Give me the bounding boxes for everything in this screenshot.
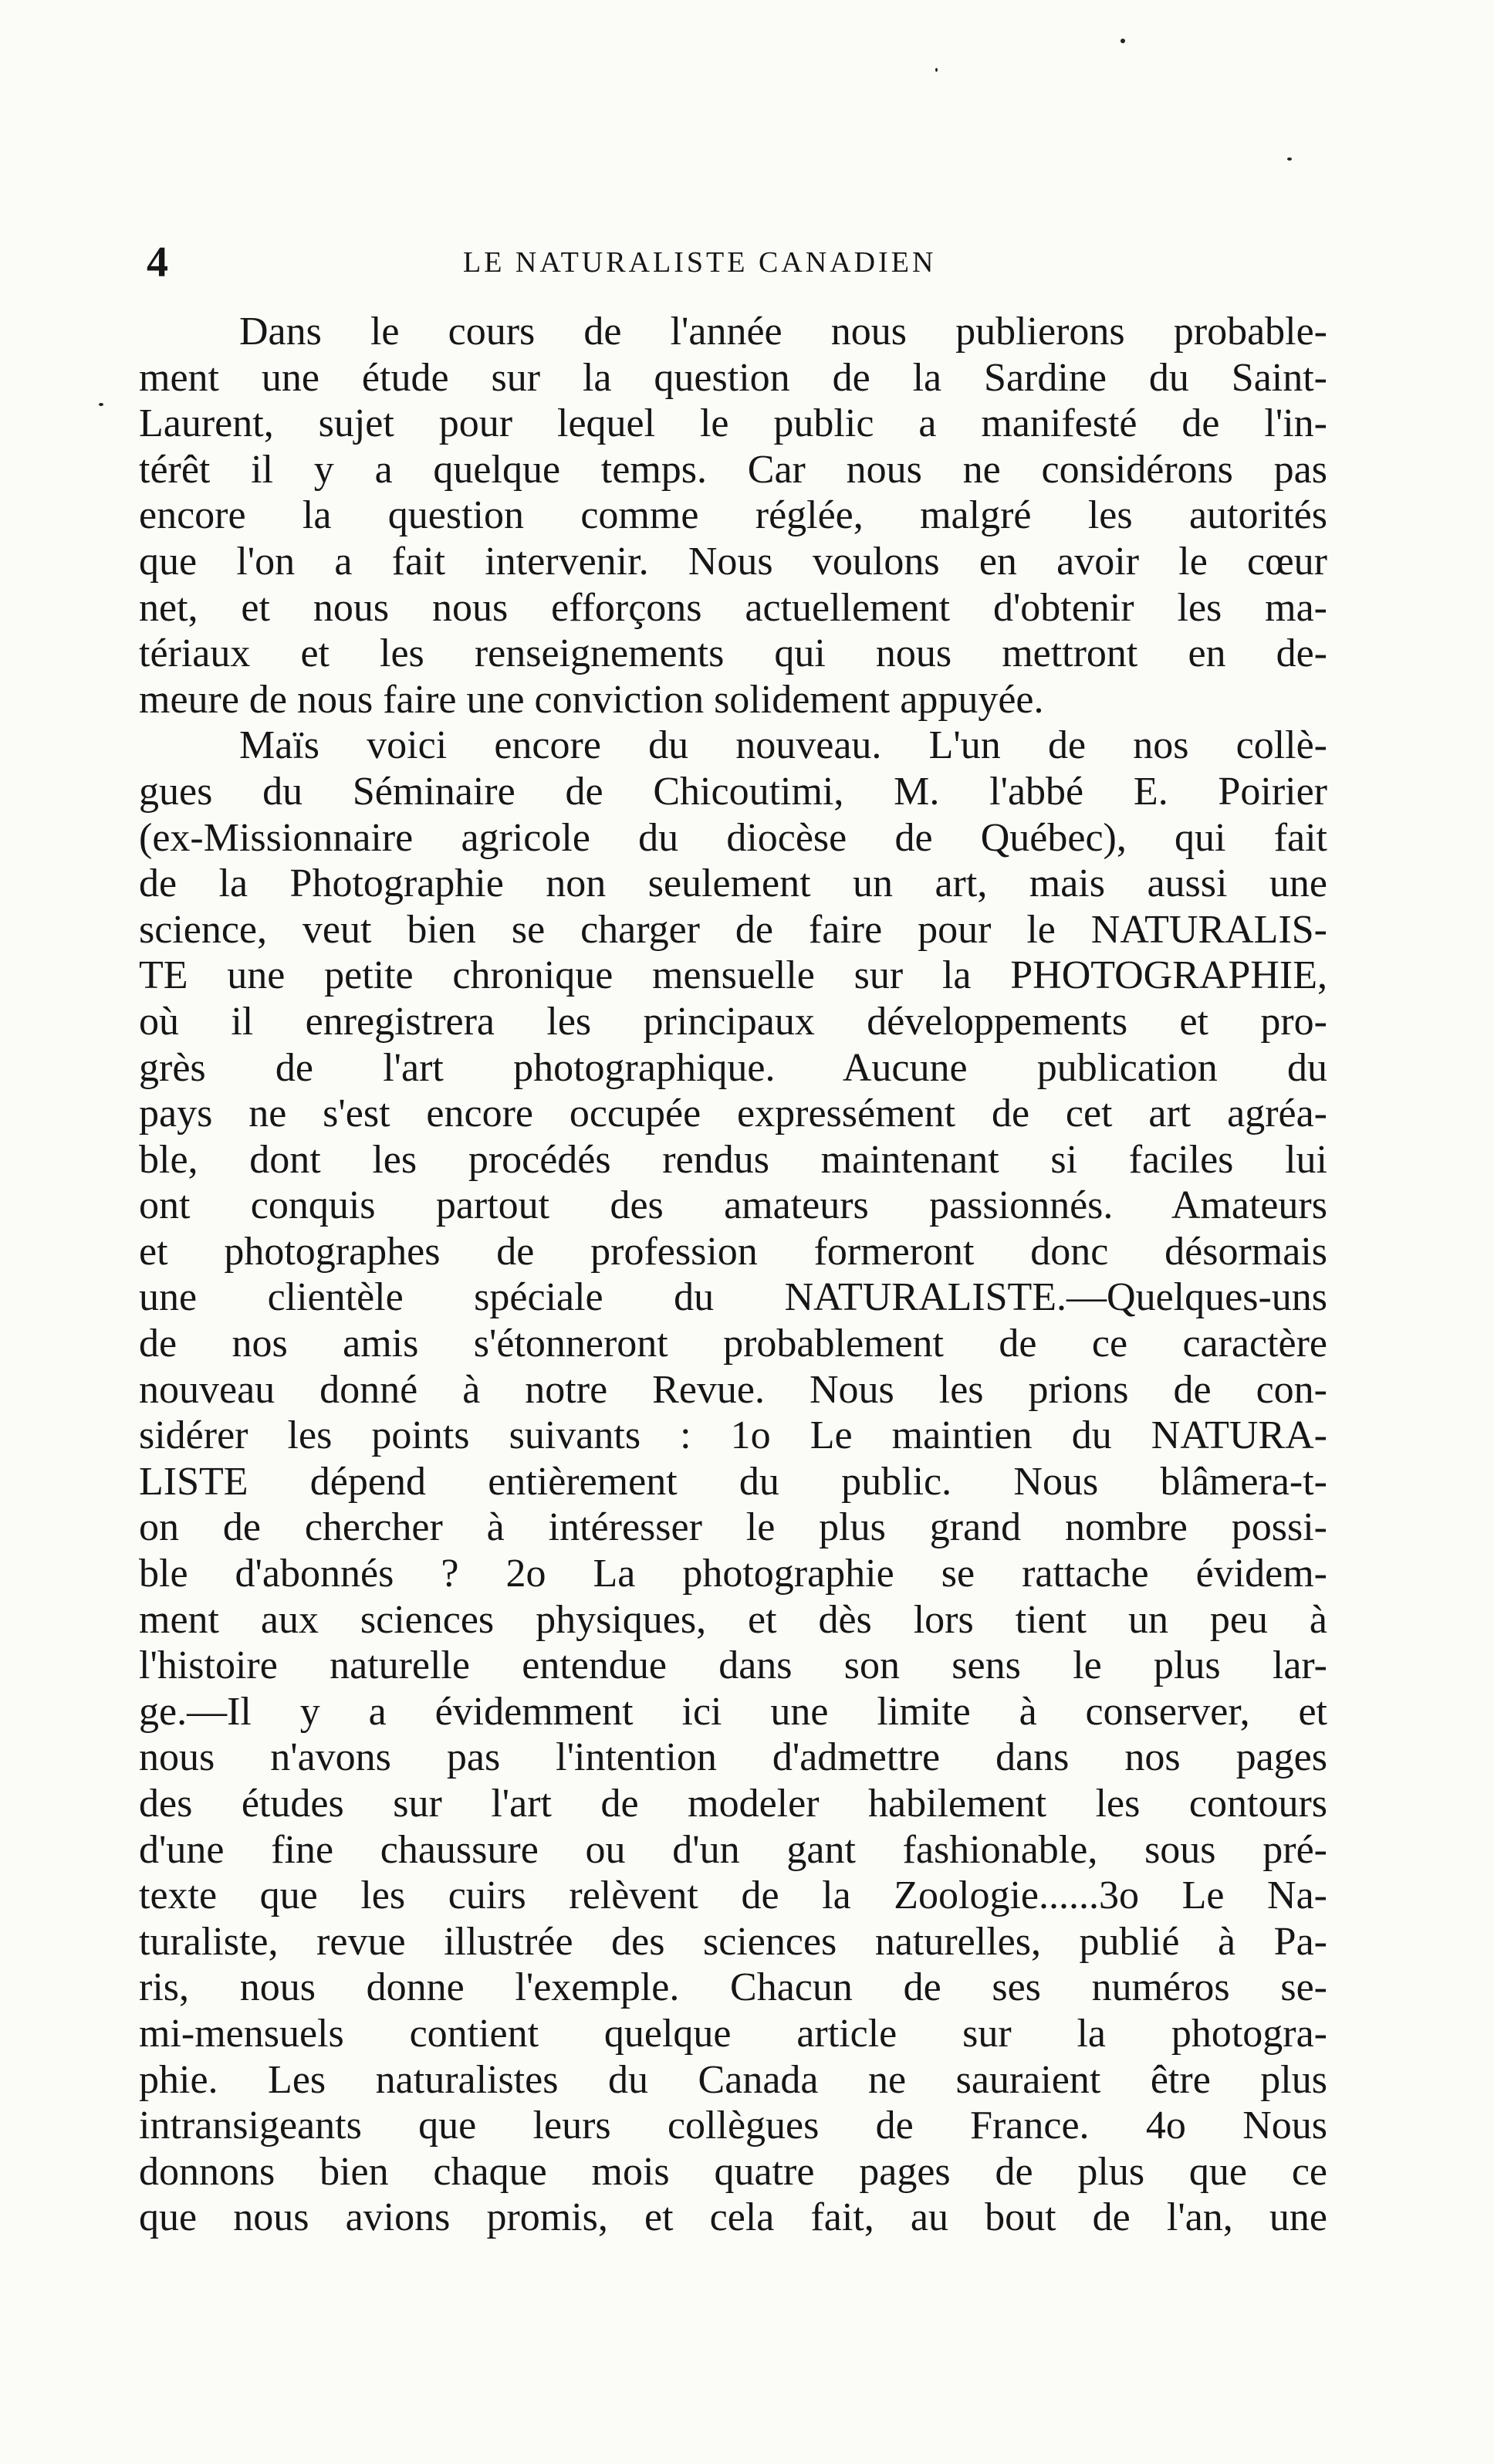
text-line: TE une petite chronique mensuelle sur la PHOTOGRAPHIE,: [139, 953, 1327, 998]
text-line: on de chercher à intéresser le plus grand nombre possi-: [139, 1505, 1327, 1550]
ink-speck: [1287, 157, 1292, 161]
text-line: intransigeants que leurs collègues de France. 4o Nous: [139, 2104, 1327, 2148]
text-line: texte que les cuirs relèvent de la Zoologie......3o Le Na-: [139, 1873, 1327, 1918]
text-line: où il enregistrera les principaux développements et pro-: [139, 999, 1327, 1044]
text-line: une clientèle spéciale du NATURALISTE.—Quelques-uns: [139, 1275, 1327, 1320]
running-head: [139, 232, 1327, 293]
text-line: l'histoire naturelle entendue dans son sens le plus lar-: [139, 1643, 1327, 1688]
text-line: tériaux et les renseignements qui nous mettront en de-: [139, 631, 1327, 676]
text-line: LISTE dépend entièrement du public. Nous blâmera-t-: [139, 1459, 1327, 1504]
text-line: ment une étude sur la question de la Sardine du Saint-: [139, 355, 1327, 400]
text-line: meure de nous faire une conviction solidement appuyée.: [139, 677, 1044, 722]
text-line: ont conquis partout des amateurs passionnés. Amateurs: [139, 1183, 1327, 1228]
text-line: ment aux sciences physiques, et dès lors tient un peu à: [139, 1597, 1327, 1642]
text-line: Maïs voici encore du nouveau. L'un de nos collè-: [239, 723, 1327, 768]
text-line: ris, nous donne l'exemple. Chacun de ses numéros se-: [139, 1965, 1327, 2010]
text-line: que l'on a fait intervenir. Nous voulons en avoir le cœur: [139, 539, 1327, 584]
text-line: que nous avions promis, et cela fait, au bout de l'an, une: [139, 2195, 1327, 2240]
text-line: Dans le cours de l'année nous publierons probable-: [239, 310, 1327, 354]
text-line: mi-mensuels contient quelque article sur la photogra-: [139, 2011, 1327, 2056]
text-line: de la Photographie non seulement un art, mais aussi une: [139, 861, 1327, 906]
text-line: de nos amis s'étonneront probablement de ce caractère: [139, 1322, 1327, 1366]
ink-speck: [935, 68, 938, 72]
text-line: turaliste, revue illustrée des sciences naturelles, publié à Pa-: [139, 1919, 1327, 1964]
text-line: ble, dont les procédés rendus maintenant si faciles lui: [139, 1137, 1327, 1182]
text-line: net, et nous nous efforçons actuellement d'obtenir les ma-: [139, 585, 1327, 630]
body-text: [139, 309, 1327, 2241]
text-line: d'une fine chaussure ou d'un gant fashionable, sous pré-: [139, 1827, 1327, 1872]
text-line: des études sur l'art de modeler habilement les contours: [139, 1782, 1327, 1826]
text-line: et photographes de profession formeront donc désormais: [139, 1229, 1327, 1274]
text-line: nouveau donné à notre Revue. Nous les prions de con-: [139, 1367, 1327, 1412]
text-line: pays ne s'est encore occupée expressément de cet art agréa-: [139, 1092, 1327, 1136]
text-line: sidérer les points suivants : 1o Le maintien du NATURA-: [139, 1413, 1327, 1458]
text-line: Laurent, sujet pour lequel le public a manifesté de l'in-: [139, 401, 1327, 446]
ink-speck: [1120, 39, 1125, 43]
text-line: encore la question comme réglée, malgré les autorités: [139, 493, 1327, 538]
text-line: ge.—Il y a évidemment ici une limite à conserver, et: [139, 1689, 1327, 1734]
running-title: LE NATURALISTE CANADIEN: [463, 246, 937, 279]
text-line: phie. Les naturalistes du Canada ne sauraient être plus: [139, 2057, 1327, 2102]
text-line: térêt il y a quelque temps. Car nous ne considérons pas: [139, 447, 1327, 492]
text-line: nous n'avons pas l'intention d'admettre dans nos pages: [139, 1735, 1327, 1780]
ink-speck: [99, 403, 103, 406]
text-line: ble d'abonnés ? 2o La photographie se rattache évidem-: [139, 1552, 1327, 1596]
text-line: science, veut bien se charger de faire pour le NATURALIS-: [139, 907, 1327, 952]
text-line: grès de l'art photographique. Aucune publication du: [139, 1045, 1327, 1090]
text-line: donnons bien chaque mois quatre pages de plus que ce: [139, 2149, 1327, 2194]
text-line: (ex-Missionnaire agricole du diocèse de Québec), qui fait: [139, 815, 1327, 860]
text-line: gues du Séminaire de Chicoutimi, M. l'abbé E. Poirier: [139, 769, 1327, 814]
page-number: 4: [147, 239, 168, 286]
